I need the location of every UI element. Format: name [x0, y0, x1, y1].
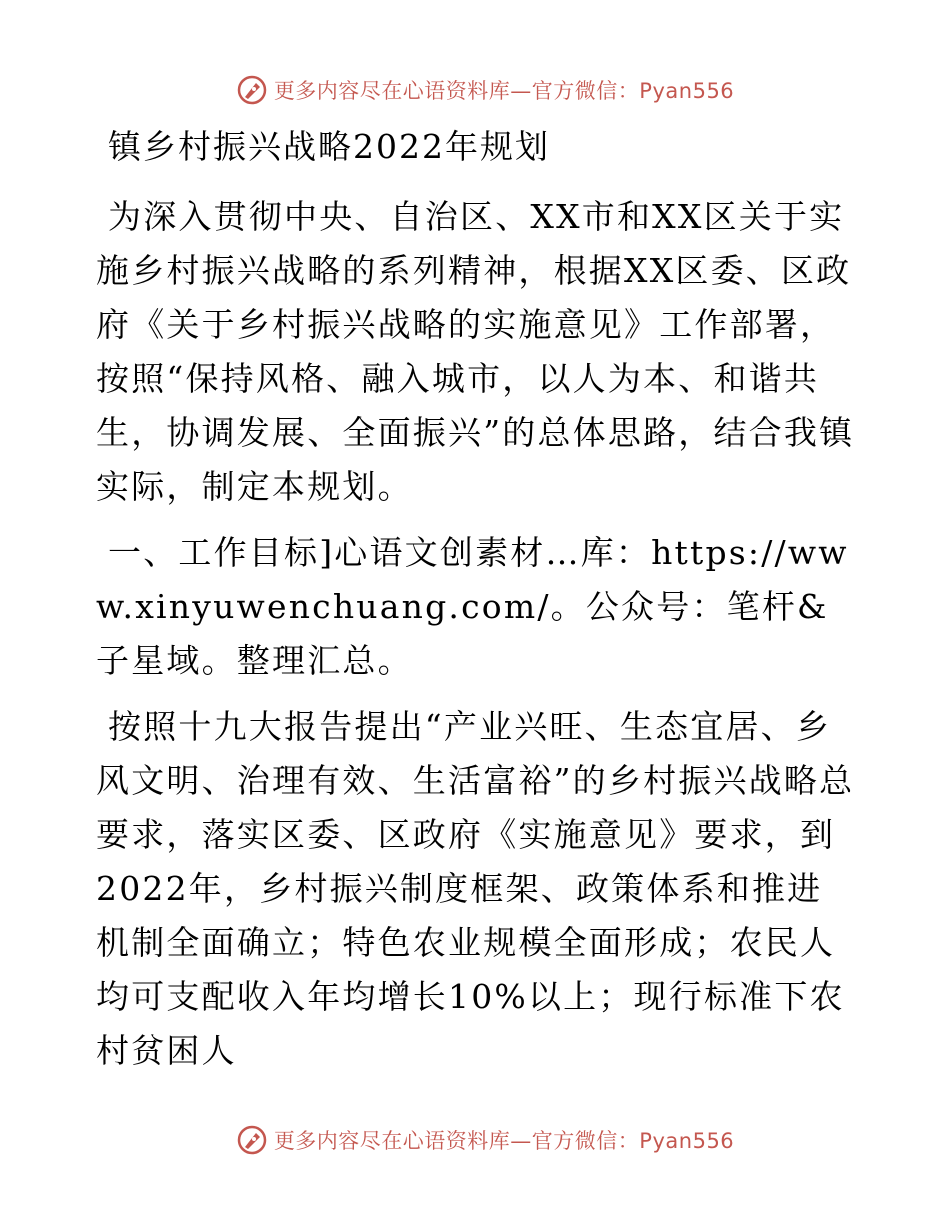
footer-watermark: [0, 1118, 950, 1162]
document-body: [96, 118, 856, 1090]
header-watermark: [0, 68, 950, 112]
paragraph-intro: 为深入贯彻中央、自治区、XX市和XX区关于实施乡村振兴战略的系列精神，根据XX区委、区政府《关于乡村振兴战略的实施意见》工作部署，按照“保持风格、融入城市，以人为本、和谐共生，协调发展、全面振兴”的总体思路，结合我镇实际，制定本规划。: [96, 197, 855, 506]
pen-nib-logo-icon: [236, 74, 268, 106]
header-watermark-text: 更多内容尽在心语资料库—官方微信：Pyan556: [273, 79, 735, 103]
pen-nib-logo-icon: [236, 1124, 268, 1156]
header-watermark-content: [236, 74, 734, 106]
footer-watermark-content: [236, 1124, 734, 1156]
footer-watermark-text: 更多内容尽在心语资料库—官方微信：Pyan556: [273, 1129, 735, 1153]
paragraph-goals: 按照十九大报告提出“产业兴旺、生态宜居、乡风文明、治理有效、生活富裕”的乡村振兴战略总要求，落实区委、区政府《实施意见》要求，到2022年，乡村振兴制度框架、政策体系和推进机制全面确立；特色农业规模全面形成；农民人均可支配收入年均增长10%以上；现行标准下农村贫困人: [96, 707, 855, 1070]
paragraph-section-one: 一、工作目标]心语文创素材…库：https://www.xinyuwenchuang.com/。公众号：笔杆&子星域。整理汇总。: [96, 533, 849, 680]
document-title: 镇乡村振兴战略2022年规划: [108, 127, 550, 166]
